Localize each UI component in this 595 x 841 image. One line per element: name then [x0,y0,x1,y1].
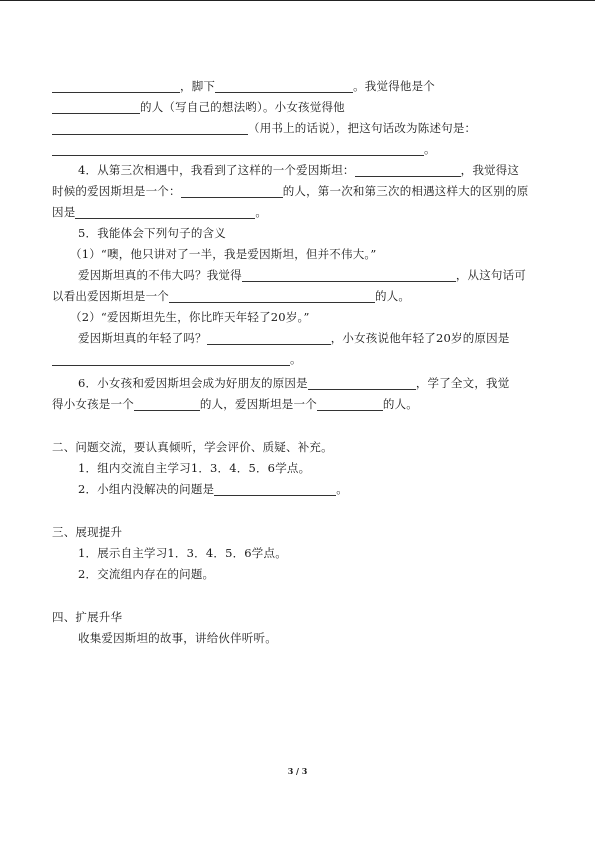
answer-blank[interactable] [52,100,140,114]
answer-blank[interactable] [242,268,456,282]
answer-blank[interactable] [214,482,336,496]
q3-text: 的人（写自己的想法哟）。小女孩觉得他 [140,100,345,114]
worksheet-body [52,76,544,649]
q4-text: 。 [255,205,268,219]
section-2-item-2 [52,479,544,500]
sec2-text: 2．小组内没解决的问题是 [78,482,215,496]
q6-line-2 [52,394,544,415]
q3-line-3 [52,118,544,139]
q6-text: 6．小女孩和爱因斯坦会成为好朋友的原因是 [78,376,308,390]
q3-line-4 [52,139,544,160]
answer-blank[interactable] [317,397,383,411]
top-border-line [0,0,595,1]
section-3-item-2: 2．交流组内存在的问题。 [78,567,215,581]
q3-line-1 [52,76,544,97]
q4-line-1 [52,160,544,181]
q5-text: ，从这句话可 [455,268,527,282]
q3-text: 。 [424,142,436,156]
q4-text: 的人，第一次和第三次的相遇这样大的区别的原 [282,184,529,198]
q5-sentence-1: （1）“噢，他只讲对了一半，我是爱因斯坦，但并不伟大。” [70,247,377,261]
answer-blank[interactable] [308,376,416,390]
section-2-item-1: 1．组内交流自主学习1．3．4．5．6学点。 [78,461,311,475]
q5-sentence-2: （2）“爱因斯坦先生，你比昨天年轻了20岁。” [70,310,310,324]
section-3-heading: 三、展现提升 [52,525,123,539]
q3-text: （用书上的话说），把这句话改为陈述句是： [248,121,477,135]
sec2-text: 。 [336,482,348,496]
q4-text: 时候的爱因斯坦是一个： [52,184,181,198]
answer-blank[interactable] [169,289,375,303]
section-4-item-1: 收集爱因斯坦的故事，讲给伙伴听听。 [78,631,277,645]
q4-text: 4．从第三次相遇中，我看到了这样的一个爱因斯坦： [78,163,355,177]
answer-blank[interactable] [52,121,248,135]
section-3-item-1: 1．展示自主学习1．3．4．5．6学点。 [78,546,287,560]
q6-line-1 [52,373,544,394]
answer-blank[interactable] [134,397,200,411]
q5-title: 5．我能体会下列句子的含义 [78,226,226,240]
q5-s1-line-2 [52,286,544,307]
q4-text: 因是 [52,205,76,219]
answer-blank[interactable] [75,205,255,219]
answer-blank[interactable] [355,163,461,177]
q6-text: ，学了全文，我觉 [415,376,510,390]
answer-blank[interactable] [181,184,283,198]
q4-line-2 [52,181,544,202]
q5-text: 以看出爱因斯坦是一个 [52,289,169,303]
q3-text: 。我觉得他是个 [353,79,436,93]
q4-line-3 [52,202,544,223]
answer-blank[interactable] [215,79,353,93]
q5-text: 爱因斯坦真的年轻了吗？ [78,331,207,345]
page-number: 3 / 3 [287,766,308,776]
q3-line-2 [52,97,544,118]
q5-text: 的人。 [375,289,411,303]
q5-text: ，小女孩说他年轻了20岁的原因是 [330,331,510,345]
section-4-heading: 四、扩展升华 [52,610,123,624]
q5-s1-line-1 [52,265,544,286]
q6-text: 得小女孩是一个 [52,397,134,411]
q5-s2-line-2 [52,349,544,370]
q5-s2-line-1 [52,328,544,349]
answer-blank[interactable] [52,142,424,156]
answer-blank[interactable] [52,79,180,93]
section-2-heading: 二、问题交流，要认真倾听，学会评价、质疑、补充。 [52,440,333,454]
answer-blank[interactable] [52,352,290,366]
q6-text: 的人，爱因斯坦是一个 [199,397,317,411]
q6-text: 的人。 [382,397,419,411]
q5-text: 爱因斯坦真的不伟大吗？我觉得 [78,268,242,282]
answer-blank[interactable] [207,331,331,345]
q5-text: 。 [290,352,302,366]
q4-text: ，我觉得这 [460,163,520,177]
q3-text: ，脚下 [180,79,216,93]
